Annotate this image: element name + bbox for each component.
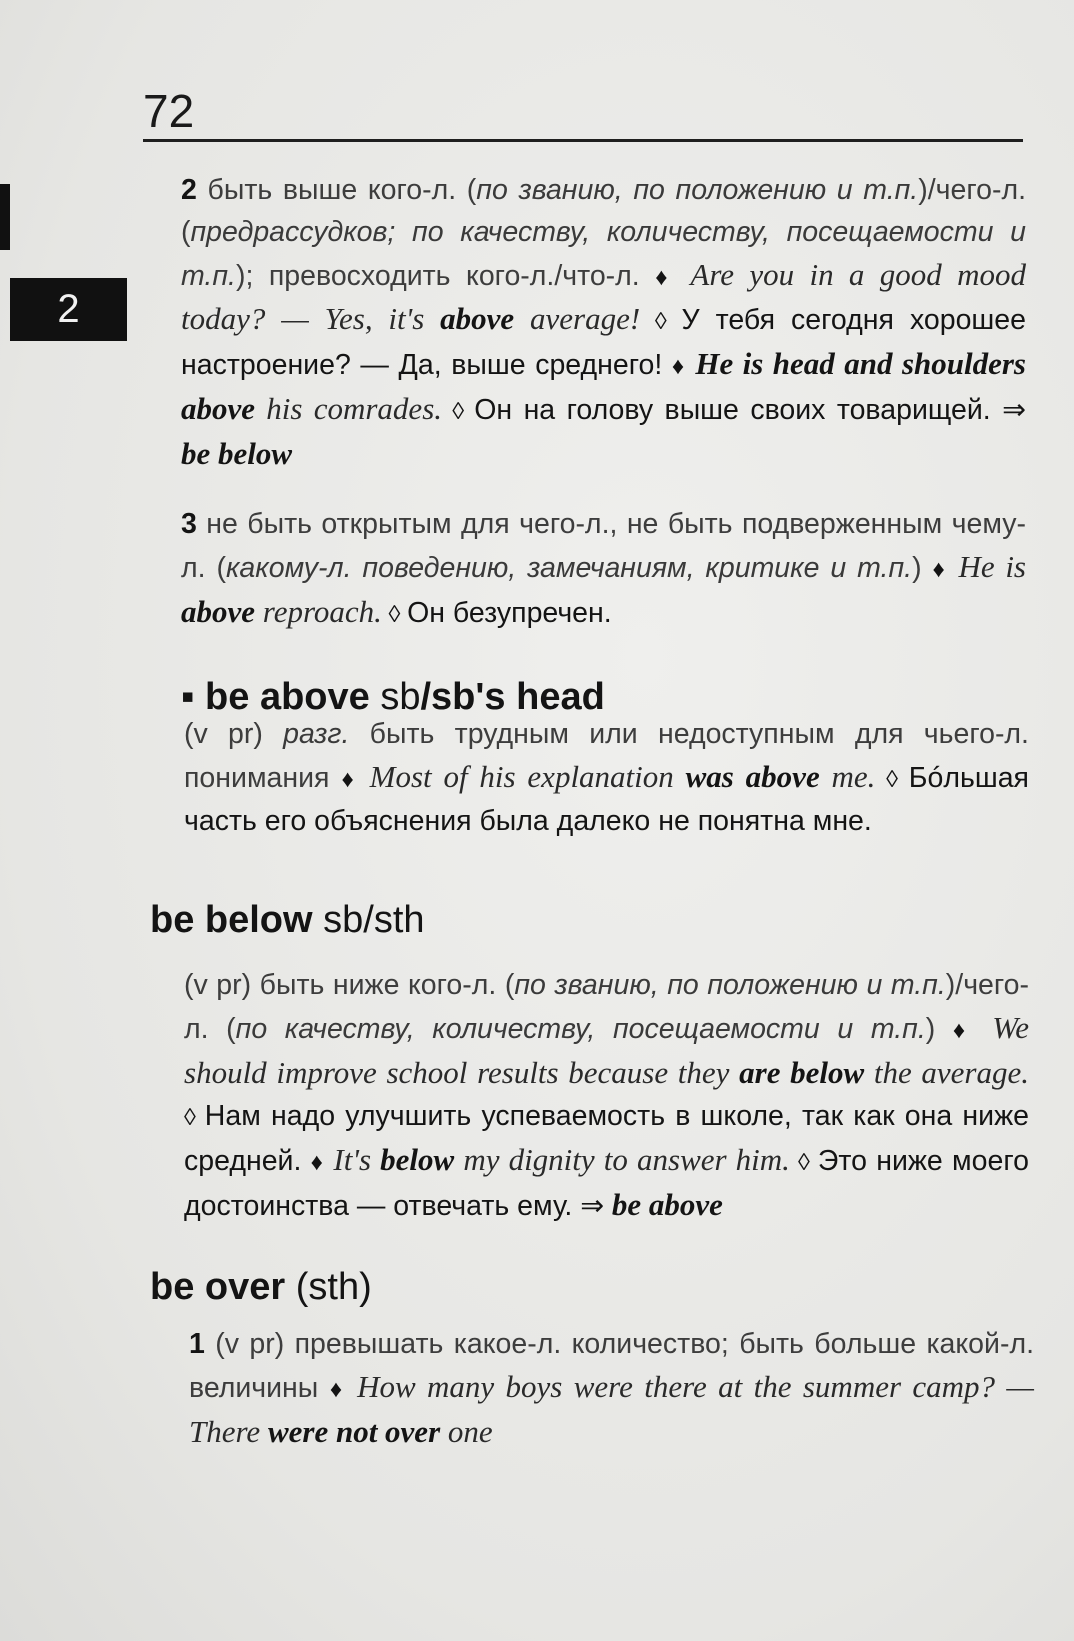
headword-slash: / <box>420 676 432 718</box>
example-bullet-icon: ♦ <box>671 353 686 381</box>
definition-text: не быть открытым для чего-л., не быть подверженным чему-л. ( <box>181 508 1026 584</box>
example-text: He is <box>947 548 1026 584</box>
idiom-headword <box>181 675 605 719</box>
cross-reference-arrow-icon: ⇒ <box>580 1189 605 1222</box>
headword-argument: sb/sth <box>312 899 425 941</box>
sense-number: 2 <box>181 174 197 206</box>
headword-argument: sb <box>369 676 421 718</box>
example-headword: were not over <box>267 1413 441 1449</box>
cross-reference-arrow-icon: ⇒ <box>1002 393 1026 426</box>
example-text: his comrades. <box>255 390 443 426</box>
idiom-marker-icon: ▪ <box>181 676 195 718</box>
translation-text: Бóльшая часть его объяснения была далеко не понятна мне. <box>184 761 1029 837</box>
translation-diamond-icon: ◊ <box>184 1104 205 1132</box>
example-text: me. <box>819 758 876 794</box>
translation-diamond-icon: ◊ <box>442 397 475 425</box>
gloss: по званию, по положению и т.п. <box>476 174 919 206</box>
entry-headword-be-over <box>150 1265 372 1309</box>
gloss: по качеству, количеству, посещаемости и т.п. <box>235 1012 926 1045</box>
translation-text: Нам надо улучшить успеваемость в школе, так как она ниже средней. <box>184 1100 1030 1178</box>
example-text: the average. <box>864 1054 1030 1090</box>
example-text: How many boys were there at the summer camp? — There <box>189 1368 1034 1449</box>
translation-diamond-icon: ◊ <box>640 308 682 336</box>
example-text: Most of his explanation <box>357 758 686 794</box>
headword-bold: be below <box>150 899 313 941</box>
cross-reference: be below <box>181 435 293 471</box>
headword-bold: sb's head <box>431 676 605 718</box>
example-bullet-icon: ♦ <box>341 765 358 793</box>
definition-text: ) <box>925 1012 953 1045</box>
example-bullet-icon: ♦ <box>952 1016 975 1044</box>
entry-headword-be-below <box>150 898 425 942</box>
example-text: one <box>440 1413 493 1449</box>
definition-text: )/чего-л. ( <box>184 969 1029 1045</box>
translation-text: Он безупречен. <box>407 596 612 629</box>
translation-diamond-icon: ◊ <box>875 765 909 793</box>
example-bullet-icon: ♦ <box>310 1149 325 1177</box>
usage-label: разг. <box>283 718 350 750</box>
example-headword: was above <box>685 758 820 794</box>
idiom-definition <box>184 714 1029 842</box>
example-text: average! <box>514 301 641 337</box>
headword-bold: be above <box>194 676 370 718</box>
example-headword: above <box>440 301 515 337</box>
translation-text: У тебя сегодня хорошее настроение? — Да, выше среднего! <box>181 304 1026 382</box>
definition-text: быть выше кого-л. ( <box>196 174 477 206</box>
translation-text: Это ниже моего достоинства — отвечать ему. <box>184 1145 1029 1222</box>
sense-number: 3 <box>181 508 197 540</box>
definition-text: (v pr) превышать какое-л. количество; быть больше какой-л. величины <box>189 1328 1034 1404</box>
gloss: предрассудков; по качеству, количеству, посещаемости и т.п. <box>181 215 1026 292</box>
example-bullet-icon: ♦ <box>932 555 948 583</box>
translation-text: Он на голову выше своих товарищей. <box>474 393 1003 426</box>
example-text: Are you in a good mood today? — Yes, it's <box>181 256 1026 337</box>
translation-diamond-icon: ◊ <box>789 1149 818 1177</box>
gloss: какому-л. поведению, замечаниям, критике и т.п. <box>225 551 913 584</box>
example-text: We should improve school results because they <box>184 1009 1029 1090</box>
example-text: my dignity to answer him. <box>454 1142 790 1178</box>
entry-be-over-definition <box>189 1324 1034 1454</box>
definition-text: )/чего-л. ( <box>181 174 1026 248</box>
example-headword: above <box>181 593 256 629</box>
edge-marker <box>0 184 10 250</box>
example-headword: below <box>380 1142 455 1178</box>
headword-argument: (sth) <box>285 1266 372 1308</box>
definition-text: ) <box>912 551 933 584</box>
page-number: 72 <box>143 85 195 137</box>
gloss: по званию, по положению и т.п. <box>514 969 946 1001</box>
header-rule <box>143 139 1023 142</box>
example-headword: He is head and shoulders above <box>181 346 1026 426</box>
sense-3-above <box>181 504 1026 635</box>
definition-text: быть трудным или недоступным для чьего-л. понимания <box>184 718 1029 794</box>
sense-2-above <box>181 170 1026 477</box>
example-bullet-icon: ♦ <box>329 1375 346 1403</box>
translation-diamond-icon: ◊ <box>381 600 408 628</box>
definition-text: ); превосходить кого-л./что-л. <box>235 259 656 292</box>
chapter-tab: 2 <box>10 278 127 341</box>
example-bullet-icon: ♦ <box>655 263 676 291</box>
example-text: It's <box>324 1142 381 1178</box>
example-text: reproach. <box>255 593 382 629</box>
definition-text: (v pr) быть ниже кого-л. ( <box>184 969 515 1001</box>
definition-text: (v pr) <box>184 718 284 750</box>
headword-bold: be over <box>150 1266 286 1308</box>
sense-number: 1 <box>189 1328 205 1360</box>
example-headword: are below <box>739 1054 865 1090</box>
entry-be-below-definition <box>184 965 1029 1228</box>
cross-reference: be above <box>604 1186 723 1222</box>
